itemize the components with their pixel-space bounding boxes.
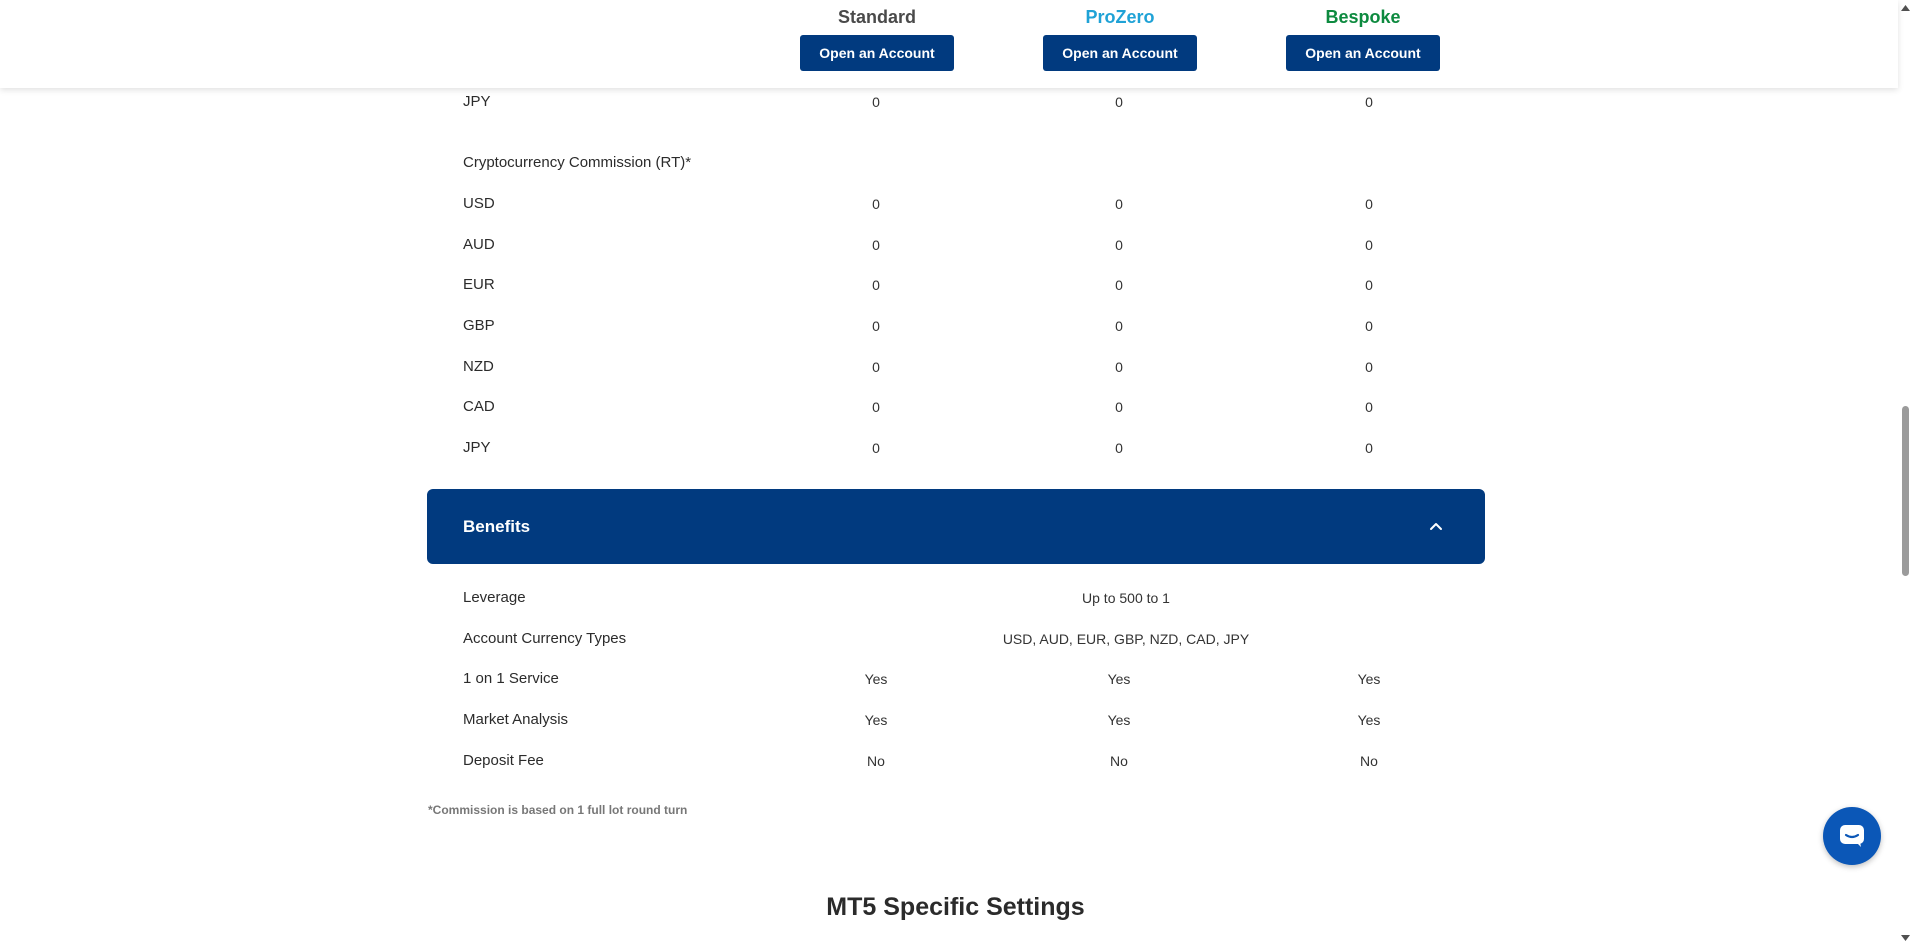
table-row	[463, 314, 1483, 338]
chat-button[interactable]	[1823, 807, 1881, 865]
prozero-value: 0	[1115, 440, 1123, 456]
table-row	[463, 436, 1483, 460]
commission-footnote: *Commission is based on 1 full lot round turn	[428, 803, 688, 817]
bespoke-value: No	[1360, 753, 1378, 769]
table-row	[463, 749, 1483, 773]
bespoke-value: 0	[1365, 399, 1373, 415]
leverage-value: Up to 500 to 1	[1082, 590, 1170, 606]
standard-value: 0	[872, 318, 880, 334]
open-account-button-prozero[interactable]: Open an Account	[1043, 35, 1197, 71]
prozero-value: Yes	[1107, 712, 1131, 728]
standard-value: 0	[872, 94, 880, 110]
chevron-up-icon	[1427, 517, 1445, 535]
row-label: Leverage	[463, 589, 526, 606]
currency-types-row	[463, 627, 1483, 651]
account-name-bespoke: Bespoke	[1325, 7, 1401, 27]
open-account-button-standard[interactable]: Open an Account	[800, 35, 954, 71]
account-column-standard	[782, 0, 972, 71]
currency-types-value: USD, AUD, EUR, GBP, NZD, CAD, JPY	[1002, 631, 1250, 647]
standard-value: 0	[872, 359, 880, 375]
bespoke-value: 0	[1365, 277, 1373, 293]
mt5-settings-title: MT5 Specific Settings	[826, 893, 1085, 921]
row-label: USD	[463, 195, 495, 212]
row-label: GBP	[463, 317, 495, 334]
row-label: 1 on 1 Service	[463, 670, 559, 687]
standard-value: 0	[872, 196, 880, 212]
prozero-value: 0	[1115, 277, 1123, 293]
prozero-value: 0	[1115, 196, 1123, 212]
standard-value: No	[867, 753, 885, 769]
account-name-prozero: ProZero	[1085, 7, 1155, 27]
bespoke-value: 0	[1365, 94, 1373, 110]
scroll-thumb[interactable]	[1902, 406, 1909, 576]
standard-value: 0	[872, 440, 880, 456]
table-row	[463, 90, 1483, 114]
account-name-standard: Standard	[837, 7, 916, 27]
table-row	[463, 273, 1483, 297]
prozero-value: 0	[1115, 359, 1123, 375]
prozero-value: 0	[1115, 318, 1123, 334]
leverage-row	[463, 586, 1483, 610]
bespoke-value: 0	[1365, 196, 1373, 212]
bespoke-value: 0	[1365, 359, 1373, 375]
prozero-value: 0	[1115, 399, 1123, 415]
bespoke-value: Yes	[1357, 712, 1381, 728]
scroll-down-arrow-icon[interactable]	[1900, 932, 1911, 943]
prozero-value: 0	[1115, 237, 1123, 253]
sticky-account-header	[0, 0, 1898, 88]
standard-value: Yes	[864, 671, 888, 687]
account-column-prozero	[1025, 0, 1215, 71]
row-label: Account Currency Types	[463, 630, 627, 647]
bespoke-value: 0	[1365, 237, 1373, 253]
standard-value: 0	[872, 277, 880, 293]
row-label: NZD	[463, 358, 494, 375]
crypto-commission-heading: Cryptocurrency Commission (RT)*	[463, 154, 692, 171]
row-label: Deposit Fee	[463, 752, 544, 769]
row-label: Market Analysis	[463, 711, 569, 728]
row-label: EUR	[463, 276, 495, 293]
scrollbar[interactable]	[1898, 0, 1913, 947]
row-label: CAD	[463, 398, 495, 415]
table-row	[463, 233, 1483, 257]
table-row	[463, 667, 1483, 691]
prozero-value: Yes	[1107, 671, 1131, 687]
table-row	[463, 355, 1483, 379]
open-account-button-bespoke[interactable]: Open an Account	[1286, 35, 1440, 71]
benefits-title: Benefits	[463, 517, 531, 536]
table-row	[463, 708, 1483, 732]
standard-value: Yes	[864, 712, 888, 728]
standard-value: 0	[872, 237, 880, 253]
table-row	[463, 192, 1483, 216]
benefits-accordion-header[interactable]	[427, 489, 1485, 564]
bespoke-value: 0	[1365, 318, 1373, 334]
account-column-bespoke	[1268, 0, 1458, 71]
table-row	[463, 395, 1483, 419]
prozero-value: No	[1110, 753, 1128, 769]
scroll-up-arrow-icon[interactable]	[1900, 3, 1911, 14]
standard-value: 0	[872, 399, 880, 415]
chat-icon	[1839, 824, 1865, 848]
row-label: AUD	[463, 236, 495, 253]
row-label: JPY	[463, 93, 491, 110]
bespoke-value: Yes	[1357, 671, 1381, 687]
bespoke-value: 0	[1365, 440, 1373, 456]
row-label: JPY	[463, 439, 491, 456]
prozero-value: 0	[1115, 94, 1123, 110]
